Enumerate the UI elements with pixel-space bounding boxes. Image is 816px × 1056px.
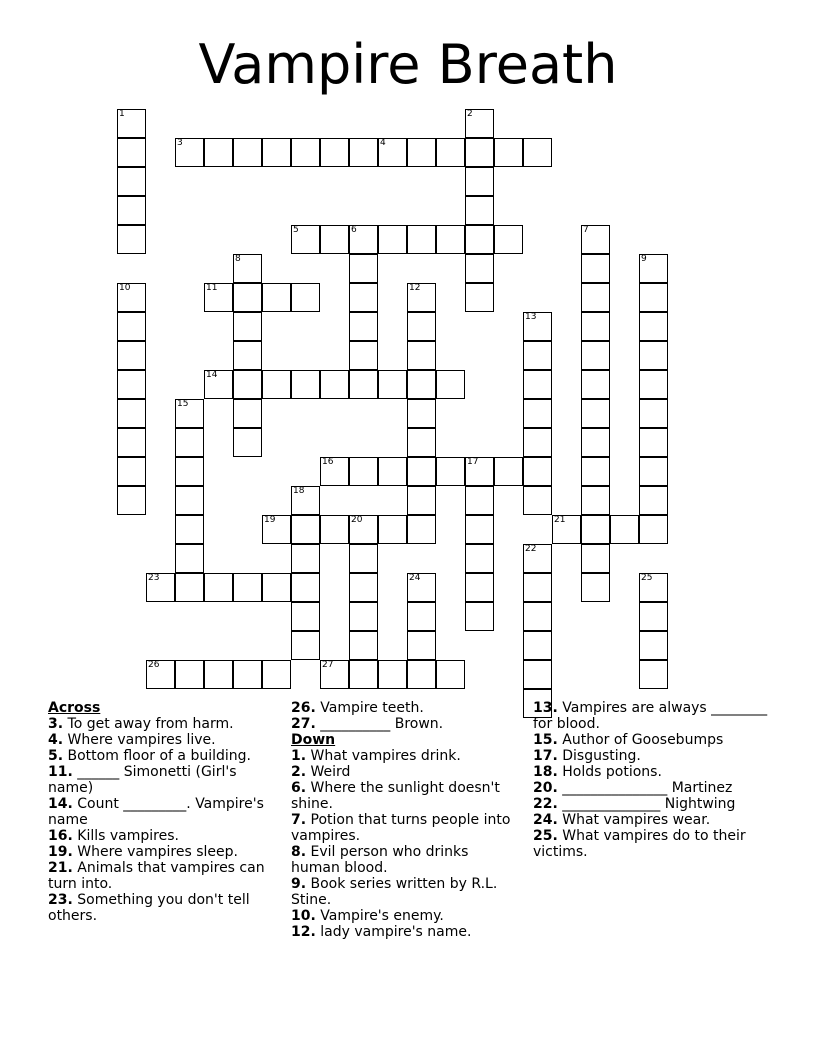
clue-number: 25	[641, 573, 653, 583]
clue-text: Where vampires sleep.	[77, 844, 238, 860]
clue-number-label: 21.	[48, 860, 73, 876]
grid-cell[interactable]	[349, 341, 378, 370]
grid-cell[interactable]	[233, 660, 262, 689]
grid-cell[interactable]	[407, 515, 436, 544]
grid-cell[interactable]	[349, 225, 378, 254]
clue-number: 7	[583, 225, 589, 235]
clue-number: 20	[351, 515, 363, 525]
grid-cell[interactable]	[407, 370, 436, 399]
grid-cell[interactable]	[465, 254, 494, 283]
down-clue	[291, 876, 521, 908]
grid-cell[interactable]	[407, 225, 436, 254]
clue-number-label: 16.	[48, 828, 73, 844]
clue-column-2	[291, 700, 521, 940]
clue-number: 17	[467, 457, 479, 467]
grid-cell[interactable]	[262, 573, 291, 602]
puzzle-title: Vampire Breath	[198, 33, 618, 96]
clue-number: 6	[351, 225, 357, 235]
grid-cell[interactable]	[639, 457, 668, 486]
grid-cell[interactable]	[523, 660, 552, 689]
grid-cell[interactable]	[233, 370, 262, 399]
across-clue	[48, 732, 278, 748]
clue-number: 8	[235, 254, 241, 264]
clue-text: Animals that vampires can turn into.	[48, 860, 265, 892]
grid-cell[interactable]	[320, 660, 349, 689]
down-clue	[533, 732, 768, 748]
clue-number: 23	[148, 573, 160, 583]
clue-number-label: 8.	[291, 844, 307, 860]
grid-cell[interactable]	[291, 370, 320, 399]
grid-cell[interactable]	[436, 370, 465, 399]
grid-cell[interactable]	[581, 254, 610, 283]
grid-cell[interactable]	[117, 399, 146, 428]
grid-cell[interactable]	[639, 573, 668, 602]
grid-cell[interactable]	[523, 602, 552, 631]
grid-cell[interactable]	[407, 457, 436, 486]
grid-cell[interactable]	[639, 602, 668, 631]
grid-cell[interactable]	[320, 515, 349, 544]
down-clue	[291, 748, 521, 764]
clue-number: 16	[322, 457, 334, 467]
grid-cell[interactable]	[175, 399, 204, 428]
clue-number: 12	[409, 283, 421, 293]
grid-cell[interactable]	[407, 312, 436, 341]
clue-number-label: 15.	[533, 732, 558, 748]
grid-cell[interactable]	[639, 486, 668, 515]
grid-cell[interactable]	[233, 573, 262, 602]
grid-cell[interactable]	[233, 428, 262, 457]
down-clue	[291, 924, 521, 940]
grid-cell[interactable]	[262, 283, 291, 312]
across-clue	[48, 844, 278, 860]
clue-number-label: 10.	[291, 908, 316, 924]
grid-cell[interactable]	[610, 515, 639, 544]
clue-number: 19	[264, 515, 276, 525]
clue-text: Potion that turns people into vampires.	[291, 812, 511, 844]
grid-cell[interactable]	[581, 341, 610, 370]
grid-cell[interactable]	[117, 138, 146, 167]
clue-number: 9	[641, 254, 647, 264]
across-clue	[48, 892, 278, 924]
clue-number-label: 9.	[291, 876, 307, 892]
across-clue	[48, 860, 278, 892]
clue-number: 4	[380, 138, 386, 148]
clue-text: _______________ Martinez	[562, 780, 733, 796]
grid-cell[interactable]	[436, 225, 465, 254]
grid-cell[interactable]	[349, 660, 378, 689]
clue-number: 5	[293, 225, 299, 235]
grid-cell[interactable]	[320, 225, 349, 254]
grid-cell[interactable]	[639, 283, 668, 312]
grid-cell[interactable]	[349, 544, 378, 573]
clue-number: 2	[467, 109, 473, 119]
grid-cell[interactable]	[204, 283, 233, 312]
grid-cell[interactable]	[523, 631, 552, 660]
clue-number-label: 27.	[291, 716, 316, 732]
grid-cell[interactable]	[639, 428, 668, 457]
grid-cell[interactable]	[378, 138, 407, 167]
grid-cell[interactable]	[291, 602, 320, 631]
down-clue	[533, 748, 768, 764]
grid-cell[interactable]	[581, 370, 610, 399]
grid-cell[interactable]	[639, 341, 668, 370]
grid-cell[interactable]	[291, 138, 320, 167]
grid-cell[interactable]	[349, 283, 378, 312]
grid-cell[interactable]	[407, 341, 436, 370]
grid-cell[interactable]	[175, 138, 204, 167]
grid-cell[interactable]	[349, 573, 378, 602]
clue-number-label: 17.	[533, 748, 558, 764]
grid-cell[interactable]	[378, 660, 407, 689]
grid-cell[interactable]	[117, 341, 146, 370]
grid-cell[interactable]	[378, 457, 407, 486]
grid-cell[interactable]	[639, 370, 668, 399]
clue-number: 14	[206, 370, 218, 380]
grid-cell[interactable]	[175, 515, 204, 544]
grid-cell[interactable]	[349, 312, 378, 341]
grid-cell[interactable]	[117, 167, 146, 196]
clue-number: 15	[177, 399, 189, 409]
clue-number-label: 22.	[533, 796, 558, 812]
grid-cell[interactable]	[465, 225, 494, 254]
clue-text: Bottom floor of a building.	[67, 748, 251, 764]
grid-cell[interactable]	[349, 631, 378, 660]
grid-cell[interactable]	[146, 660, 175, 689]
clue-number: 3	[177, 138, 183, 148]
grid-cell[interactable]	[494, 138, 523, 167]
grid-cell[interactable]	[320, 138, 349, 167]
down-heading: Down	[291, 732, 336, 748]
grid-cell[interactable]	[204, 660, 233, 689]
grid-cell[interactable]	[581, 457, 610, 486]
clue-number-label: 3.	[48, 716, 64, 732]
grid-cell[interactable]	[407, 602, 436, 631]
grid-cell[interactable]	[117, 312, 146, 341]
grid-cell[interactable]	[349, 515, 378, 544]
clue-text: What vampires drink.	[310, 748, 461, 764]
grid-cell[interactable]	[175, 428, 204, 457]
clue-text: Vampires are always ________ for blood.	[533, 700, 768, 732]
grid-cell[interactable]	[407, 573, 436, 602]
grid-cell[interactable]	[262, 660, 291, 689]
grid-cell[interactable]	[204, 573, 233, 602]
grid-cell[interactable]	[117, 109, 146, 138]
grid-cell[interactable]	[175, 486, 204, 515]
grid-cell[interactable]	[407, 486, 436, 515]
clue-number: 22	[525, 544, 537, 554]
grid-cell[interactable]	[262, 515, 291, 544]
clue-text: To get away from harm.	[67, 716, 234, 732]
grid-cell[interactable]	[291, 573, 320, 602]
clue-number: 24	[409, 573, 421, 583]
clue-text: Vampire teeth.	[320, 700, 424, 716]
clue-text: lady vampire's name.	[320, 924, 472, 940]
grid-cell[interactable]	[378, 370, 407, 399]
clue-number: 21	[554, 515, 566, 525]
grid-cell[interactable]	[204, 138, 233, 167]
grid-cell[interactable]	[407, 399, 436, 428]
grid-cell[interactable]	[117, 486, 146, 515]
clue-number-label: 11.	[48, 764, 73, 780]
grid-cell[interactable]	[117, 283, 146, 312]
grid-cell[interactable]	[465, 167, 494, 196]
grid-cell[interactable]	[117, 457, 146, 486]
across-clue	[291, 716, 521, 732]
grid-cell[interactable]	[291, 544, 320, 573]
clue-text: Holds potions.	[562, 764, 662, 780]
clue-text: Where vampires live.	[67, 732, 216, 748]
grid-cell[interactable]	[465, 602, 494, 631]
clue-text: Kills vampires.	[77, 828, 179, 844]
grid-cell[interactable]	[436, 660, 465, 689]
clue-text: Disgusting.	[562, 748, 641, 764]
grid-cell[interactable]	[117, 196, 146, 225]
grid-cell[interactable]	[349, 254, 378, 283]
clue-number: 11	[206, 283, 218, 293]
grid-cell[interactable]	[436, 457, 465, 486]
down-clue	[533, 700, 768, 732]
down-clue	[533, 796, 768, 812]
down-clue	[291, 780, 521, 812]
clue-number: 27	[322, 660, 334, 670]
grid-cell[interactable]	[233, 341, 262, 370]
grid-cell[interactable]	[291, 225, 320, 254]
clue-column-3	[533, 700, 768, 860]
clue-number: 1	[119, 109, 125, 119]
grid-cell[interactable]	[581, 544, 610, 573]
grid-cell[interactable]	[465, 196, 494, 225]
grid-cell[interactable]	[407, 428, 436, 457]
clue-number-label: 25.	[533, 828, 558, 844]
grid-cell[interactable]	[291, 283, 320, 312]
across-clue	[48, 796, 278, 828]
grid-cell[interactable]	[378, 515, 407, 544]
grid-cell[interactable]	[523, 544, 552, 573]
grid-cell[interactable]	[523, 341, 552, 370]
grid-cell[interactable]	[523, 370, 552, 399]
grid-cell[interactable]	[581, 573, 610, 602]
grid-cell[interactable]	[349, 457, 378, 486]
grid-cell[interactable]	[523, 399, 552, 428]
down-clue	[291, 764, 521, 780]
grid-cell[interactable]	[639, 254, 668, 283]
grid-cell[interactable]	[407, 631, 436, 660]
grid-cell[interactable]	[407, 660, 436, 689]
clue-text: ______________ Nightwing	[562, 796, 736, 812]
grid-cell[interactable]	[233, 399, 262, 428]
grid-cell[interactable]	[349, 370, 378, 399]
grid-cell[interactable]	[581, 486, 610, 515]
grid-cell[interactable]	[262, 138, 291, 167]
grid-cell[interactable]	[581, 283, 610, 312]
grid-cell[interactable]	[291, 515, 320, 544]
grid-cell[interactable]	[581, 312, 610, 341]
down-clue	[291, 908, 521, 924]
down-clue	[291, 844, 521, 876]
clue-text: What vampires do to their victims.	[533, 828, 746, 860]
clue-number-label: 18.	[533, 764, 558, 780]
clue-number-label: 26.	[291, 700, 316, 716]
grid-cell[interactable]	[233, 138, 262, 167]
clue-text: What vampires wear.	[562, 812, 711, 828]
grid-cell[interactable]	[494, 225, 523, 254]
grid-cell[interactable]	[233, 254, 262, 283]
grid-cell[interactable]	[465, 573, 494, 602]
across-clue	[48, 828, 278, 844]
clue-number-label: 5.	[48, 748, 64, 764]
clue-text: Something you don't tell others.	[48, 892, 250, 924]
grid-cell[interactable]	[291, 486, 320, 515]
grid-cell[interactable]	[204, 370, 233, 399]
clue-number-label: 24.	[533, 812, 558, 828]
clue-column-1	[48, 700, 278, 924]
grid-cell[interactable]	[465, 138, 494, 167]
clue-text: Where the sunlight doesn't shine.	[291, 780, 500, 812]
clue-number-label: 20.	[533, 780, 558, 796]
grid-cell[interactable]	[523, 428, 552, 457]
clue-number-label: 12.	[291, 924, 316, 940]
down-clue	[533, 828, 768, 860]
grid-cell[interactable]	[523, 312, 552, 341]
grid-cell[interactable]	[465, 486, 494, 515]
across-clue	[48, 748, 278, 764]
grid-cell[interactable]	[581, 399, 610, 428]
clue-number-label: 4.	[48, 732, 64, 748]
clue-text: Evil person who drinks human blood.	[291, 844, 469, 876]
down-clue	[533, 780, 768, 796]
grid-cell[interactable]	[407, 283, 436, 312]
clue-text: Vampire's enemy.	[320, 908, 444, 924]
grid-cell[interactable]	[581, 428, 610, 457]
clue-text: Weird	[310, 764, 351, 780]
grid-cell[interactable]	[639, 660, 668, 689]
grid-cell[interactable]	[639, 631, 668, 660]
down-clue	[533, 812, 768, 828]
grid-cell[interactable]	[233, 283, 262, 312]
clue-number: 10	[119, 283, 131, 293]
clue-number-label: 14.	[48, 796, 73, 812]
clue-text: ______ Simonetti (Girl's name)	[48, 764, 237, 796]
grid-cell[interactable]	[465, 283, 494, 312]
grid-cell[interactable]	[523, 138, 552, 167]
clue-number: 18	[293, 486, 305, 496]
grid-cell[interactable]	[494, 457, 523, 486]
grid-cell[interactable]	[175, 457, 204, 486]
clue-number-label: 19.	[48, 844, 73, 860]
across-clue	[48, 764, 278, 796]
grid-cell[interactable]	[320, 457, 349, 486]
grid-cell[interactable]	[175, 660, 204, 689]
grid-cell[interactable]	[407, 138, 436, 167]
grid-cell[interactable]	[639, 312, 668, 341]
clue-text: Book series written by R.L. Stine.	[291, 876, 498, 908]
grid-cell[interactable]	[349, 138, 378, 167]
grid-cell[interactable]	[465, 457, 494, 486]
grid-cell[interactable]	[117, 370, 146, 399]
grid-cell[interactable]	[465, 109, 494, 138]
down-clue	[533, 764, 768, 780]
grid-cell[interactable]	[639, 399, 668, 428]
grid-cell[interactable]	[291, 631, 320, 660]
grid-cell[interactable]	[639, 515, 668, 544]
clue-number-label: 23.	[48, 892, 73, 908]
grid-cell[interactable]	[581, 515, 610, 544]
grid-cell[interactable]	[117, 428, 146, 457]
grid-cell[interactable]	[552, 515, 581, 544]
clue-number: 13	[525, 312, 537, 322]
grid-cell[interactable]	[233, 312, 262, 341]
grid-cell[interactable]	[262, 370, 291, 399]
clue-number-label: 2.	[291, 764, 307, 780]
grid-cell[interactable]	[175, 573, 204, 602]
grid-cell[interactable]	[175, 544, 204, 573]
grid-cell[interactable]	[146, 573, 175, 602]
grid-cell[interactable]	[378, 225, 407, 254]
clue-number-label: 6.	[291, 780, 307, 796]
grid-cell[interactable]	[349, 602, 378, 631]
grid-cell[interactable]	[581, 225, 610, 254]
grid-cell[interactable]	[523, 486, 552, 515]
grid-cell[interactable]	[523, 457, 552, 486]
grid-cell[interactable]	[117, 225, 146, 254]
across-clue	[48, 716, 278, 732]
clue-number-label: 1.	[291, 748, 307, 764]
grid-cell[interactable]	[436, 138, 465, 167]
clue-text: Author of Goosebumps	[562, 732, 724, 748]
grid-cell[interactable]	[465, 544, 494, 573]
across-clue	[291, 700, 521, 716]
clue-number-label: 13.	[533, 700, 558, 716]
clue-text: Count _________. Vampire's name	[48, 796, 264, 828]
clue-number: 26	[148, 660, 160, 670]
clue-text: __________ Brown.	[320, 716, 444, 732]
across-heading: Across	[48, 700, 101, 716]
clue-number-label: 7.	[291, 812, 307, 828]
grid-cell[interactable]	[465, 515, 494, 544]
grid-cell[interactable]	[320, 370, 349, 399]
grid-cell[interactable]	[523, 573, 552, 602]
down-clue	[291, 812, 521, 844]
